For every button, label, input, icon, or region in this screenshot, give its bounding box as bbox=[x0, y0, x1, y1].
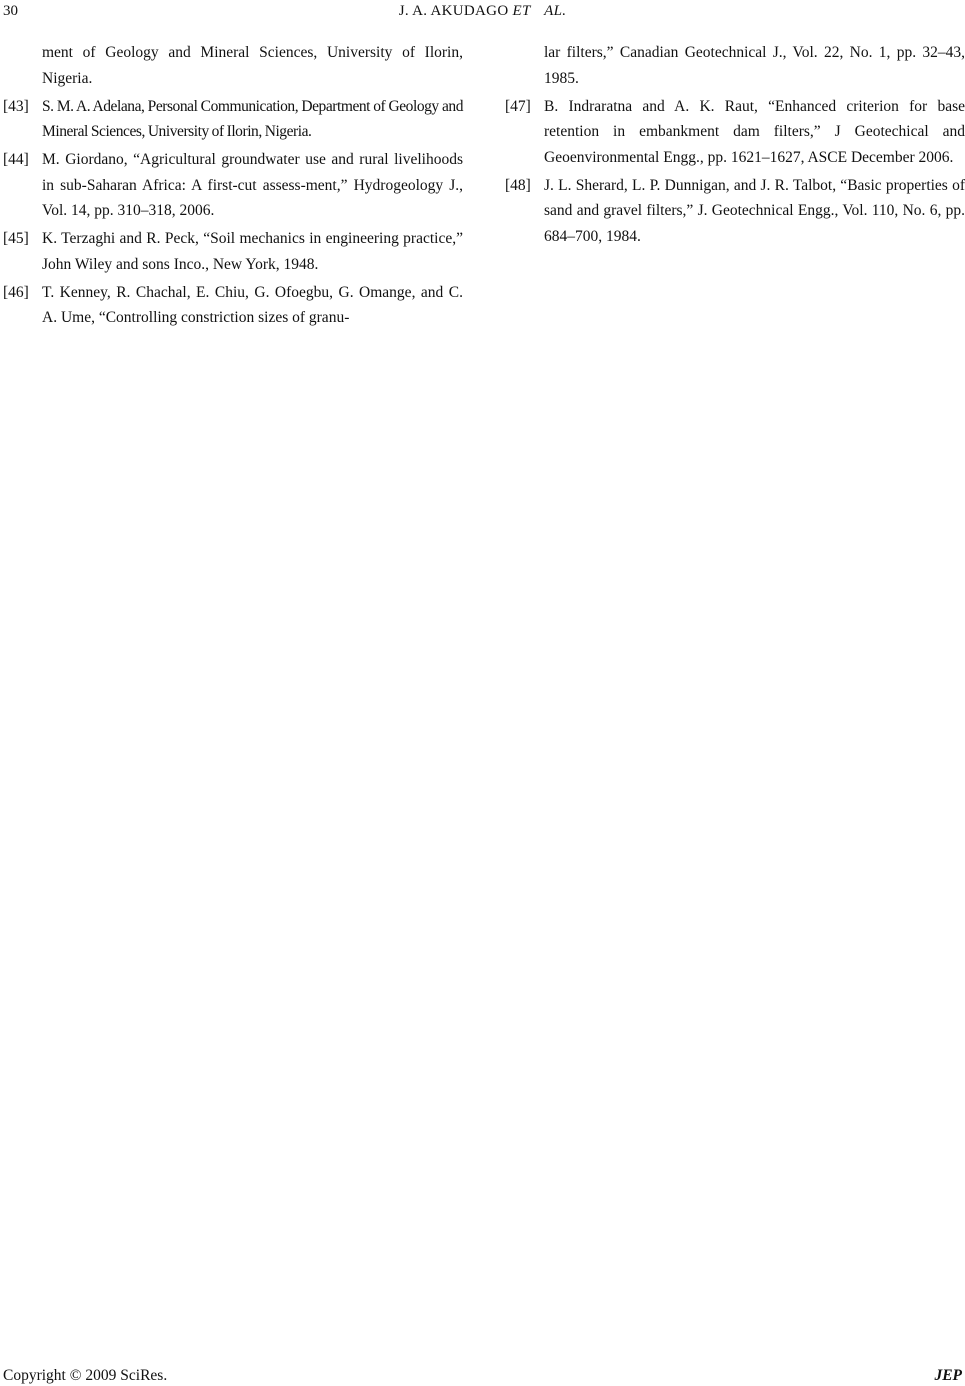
reference-45 bbox=[3, 226, 463, 277]
running-head bbox=[0, 1, 965, 21]
page-footer bbox=[0, 1364, 965, 1386]
right-column bbox=[505, 40, 965, 252]
copyright-notice: Copyright © 2009 SciRes. bbox=[3, 1367, 168, 1384]
running-head-author: J. A. AKUDAGO bbox=[398, 3, 509, 19]
journal-abbreviation: JEP bbox=[934, 1367, 962, 1384]
reference-number: [48] bbox=[505, 176, 531, 194]
reference-continuation: lar filters,” Canadian Geotechnical J., Vol. 22, No. 1, pp. 32–43, 1985. bbox=[544, 44, 965, 87]
reference-text: K. Terzaghi and R. Peck, “Soil mechanics in engineering practice,” John Wiley and sons Inco., New York, 1948. bbox=[42, 230, 463, 273]
left-column bbox=[3, 40, 463, 333]
reference-continuation: ment of Geology and Mineral Sciences, University of Ilorin, Nigeria. bbox=[42, 44, 463, 87]
reference-text: J. L. Sherard, L. P. Dunnigan, and J. R. Talbot, “Basic properties of sand and gravel filters,” J. Geotechnical Engg., Vol. 110, No. 6, pp. 684–700, 1984. bbox=[544, 176, 965, 245]
reference-number: [47] bbox=[505, 97, 531, 115]
reference-text: B. Indraratna and A. K. Raut, “Enhanced criterion for base retention in embankment dam filters,” J Geotechical and Geoenvironmental Engg., pp. 1621–1627, ASCE December 2006. bbox=[544, 97, 965, 166]
reference-46 bbox=[3, 280, 463, 331]
reference-number: [43] bbox=[3, 97, 29, 115]
reference-number: [45] bbox=[3, 230, 29, 247]
running-head-et-al: ET AL. bbox=[512, 3, 567, 19]
reference-43 bbox=[3, 94, 463, 145]
reference-48 bbox=[505, 173, 965, 250]
page-number: 30 bbox=[3, 3, 18, 19]
reference-text: S. M. A. Adelana, Personal Communication, Department of Geology and Mineral Sciences, University of Ilorin, Nigeria. bbox=[42, 97, 463, 140]
reference-number: [46] bbox=[3, 283, 29, 301]
reference-47 bbox=[505, 94, 965, 171]
reference-number: [44] bbox=[3, 151, 29, 168]
running-header bbox=[0, 0, 965, 22]
reference-text: T. Kenney, R. Chachal, E. Chiu, G. Ofoegbu, G. Omange, and C. A. Ume, “Controlling constriction sizes of granu- bbox=[42, 283, 463, 326]
reference-text: M. Giordano, “Agricultural groundwater use and rural livelihoods in sub-Saharan Africa: A first-cut assess-ment,” Hydrogeology J., Vol. 14, pp. 310–318, 2006. bbox=[42, 151, 463, 219]
reference-44 bbox=[3, 147, 463, 224]
